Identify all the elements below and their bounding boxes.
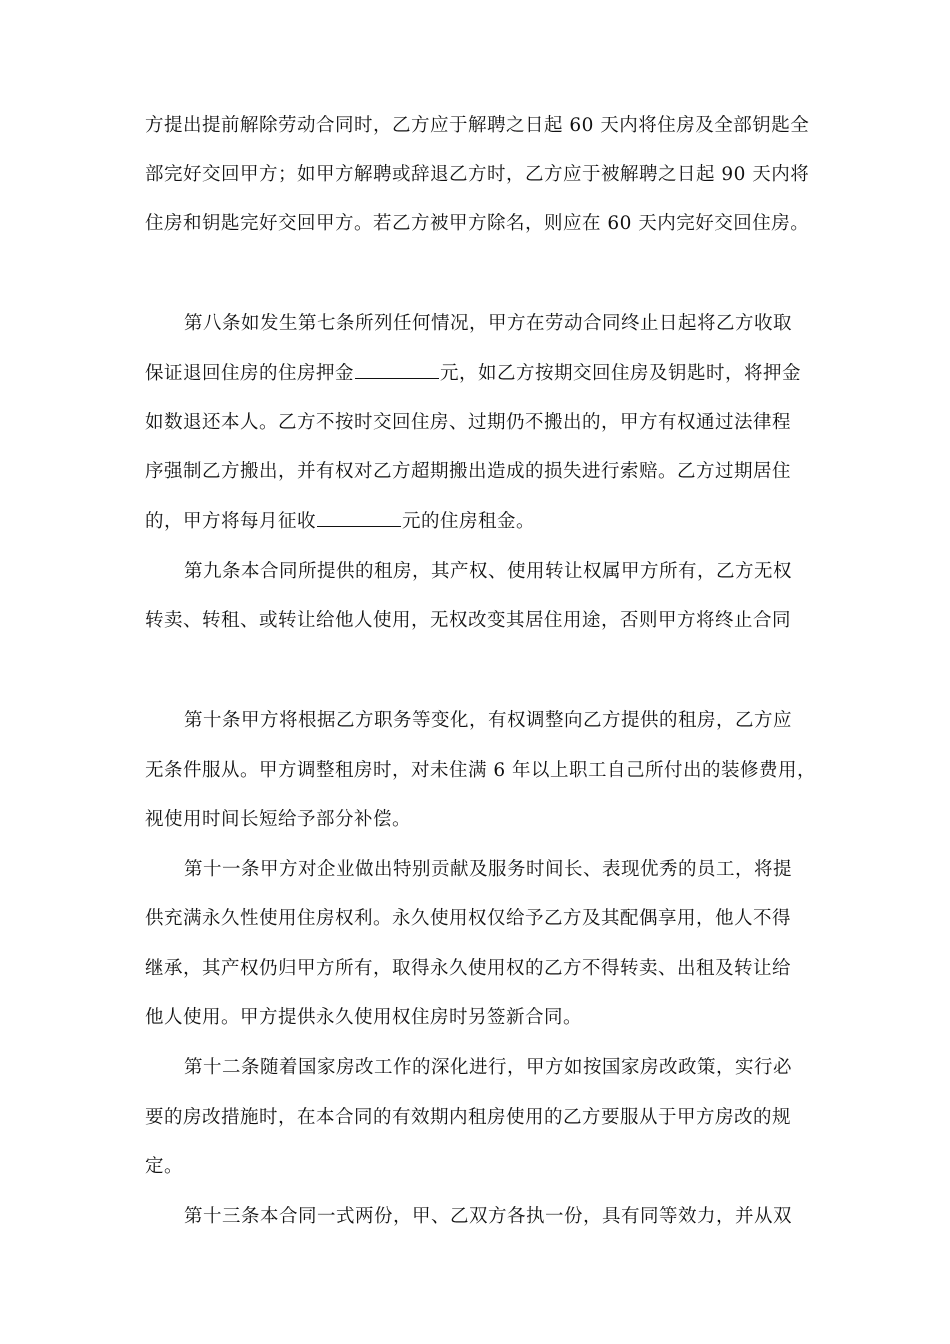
text-line: 转卖、转租、或转让给他人使用，无权改变其居住用途，否则甲方将终止合同	[145, 610, 792, 631]
deposit-amount-blank	[355, 362, 439, 379]
text-segment: 元，如乙方按期交回住房及钥匙时，将押金	[440, 363, 802, 384]
text-line: 序强制乙方搬出，并有权对乙方超期搬出造成的损失进行索赔。乙方过期居住	[145, 461, 792, 482]
text-line: 供充满永久性使用住房权利。永久使用权仅给予乙方及其配偶享用，他人不得	[145, 908, 792, 929]
text-line: 住房和钥匙完好交回甲方。若乙方被甲方除名，则应在 60 天内完好交回住房。	[145, 213, 810, 234]
text-line: 如数退还本人。乙方不按时交回住房、过期仍不搬出的，甲方有权通过法律程	[145, 412, 792, 433]
text-line	[145, 510, 825, 534]
text-segment: 保证退回住房的住房押金	[145, 363, 355, 384]
article-12-heading-line: 第十二条随着国家房改工作的深化进行，甲方如按国家房改政策，实行必	[184, 1057, 793, 1078]
article-9-heading-line: 第九条本合同所提供的租房，其产权、使用转让权属甲方所有，乙方无权	[184, 561, 793, 582]
text-line: 部完好交回甲方；如甲方解聘或辞退乙方时，乙方应于被解聘之日起 90 天内将	[145, 164, 810, 185]
text-segment: 的，甲方将每月征收	[145, 511, 317, 532]
text-line: 继承，其产权仍归甲方所有，取得永久使用权的乙方不得转卖、出租及转让给	[145, 958, 792, 979]
text-line	[145, 362, 825, 386]
rent-amount-blank	[317, 510, 401, 527]
text-line: 视使用时间长短给予部分补偿。	[145, 809, 412, 830]
text-line: 要的房改措施时，在本合同的有效期内租房使用的乙方要服从于甲方房改的规	[145, 1107, 792, 1128]
article-10-heading-line: 第十条甲方将根据乙方职务等变化，有权调整向乙方提供的租房，乙方应	[184, 710, 793, 731]
text-line: 无条件服从。甲方调整租房时，对未住满 6 年以上职工自己所付出的装修费用，	[145, 760, 817, 781]
article-13-heading-line: 第十三条本合同一式两份，甲、乙双方各执一份，具有同等效力，并从双	[184, 1206, 793, 1227]
text-line: 定。	[145, 1156, 184, 1177]
article-11-heading-line: 第十一条甲方对企业做出特别贡献及服务时间长、表现优秀的员工，将提	[184, 859, 793, 880]
text-line: 他人使用。甲方提供永久使用权住房时另签新合同。	[145, 1007, 583, 1028]
article-8-heading-line: 第八条如发生第七条所列任何情况，甲方在劳动合同终止日起将乙方收取	[184, 313, 793, 334]
text-line: 方提出提前解除劳动合同时，乙方应于解聘之日起 60 天内将住房及全部钥匙全	[145, 115, 810, 136]
text-segment: 元的住房租金。	[402, 511, 536, 532]
